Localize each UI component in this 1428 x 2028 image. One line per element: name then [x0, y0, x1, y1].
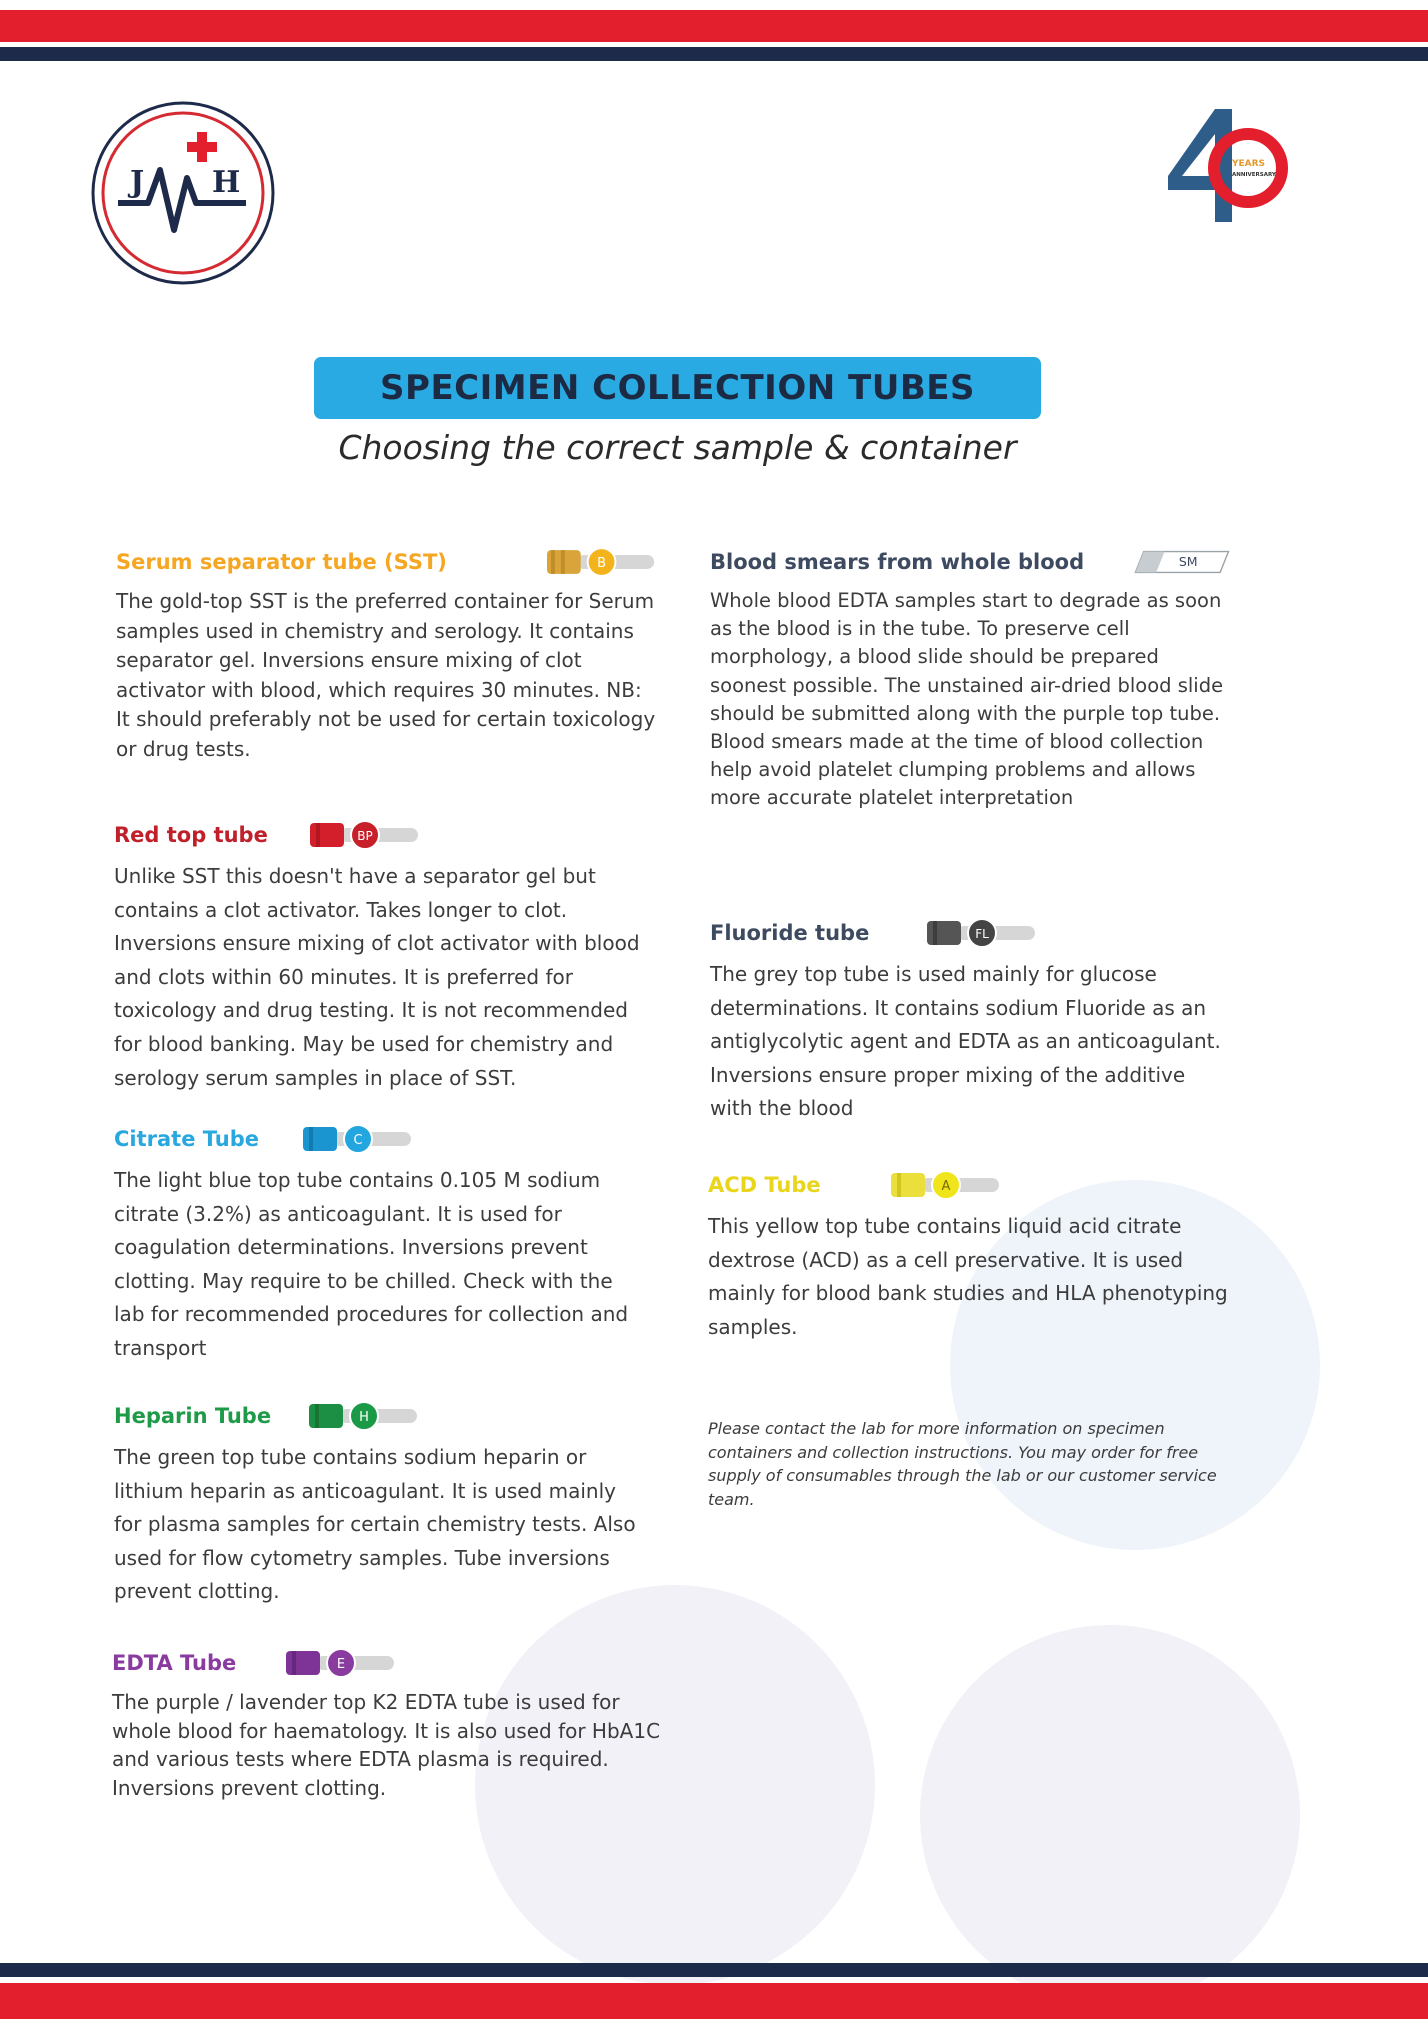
section-body: Whole blood EDTA samples start to degrade as soon as the blood is in the tube. To preserve cell morphology, a blood slide should be prepared soonest possible. The unstained air-dried blood slide should be submitted along with the purple top tube. Blood smears made at the time of blood collection help avoid platelet clumping problems and allows more accurate platelet interpretation	[710, 589, 1224, 810]
top-red-bar	[0, 10, 1428, 42]
tube-code: E	[337, 1657, 346, 1672]
section-body: Unlike SST this doesn't have a separator gel but contains a clot activator. Takes longer to clot. Inversions ensure mixing of clot activator with blood and clots within 60 minutes. It is preferred for toxicology and drug testing. It is not recommended for blood banking. May be used for chemistry and serology serum samples in place of SST.	[114, 864, 640, 1090]
section-body: The purple / lavender top K2 EDTA tube is used for whole blood for haematology. It is also used for HbA1C and various tests where EDTA plasma is required. Inversions prevent clotting.	[112, 1690, 661, 1800]
decor-circle	[920, 1625, 1300, 2005]
tube-code: BP	[357, 829, 373, 843]
section-body: The green top tube contains sodium heparin or lithium heparin as anticoagulant. It is used mainly for plasma samples for certain chemistry tests. Also used for flow cytometry samples. Tube inversions prevent clotting.	[114, 1445, 636, 1604]
red-top-tube-icon	[310, 820, 420, 850]
fluoride-tube-icon	[927, 918, 1037, 948]
logo-letter-h: H	[212, 165, 241, 200]
slide-icon	[1134, 545, 1230, 579]
section-heparin	[114, 1399, 644, 1609]
section-sst	[116, 545, 656, 764]
logo-years-text: YEARS	[1232, 159, 1266, 169]
contact-note: Please contact the lab for more information on specimen containers and collection instructions. You may order for free supply of consumables through the lab or our customer service team.	[708, 1419, 1217, 1509]
section-red-top	[114, 818, 644, 1095]
heparin-tube-icon	[309, 1401, 419, 1431]
slide-code: SM	[1178, 554, 1198, 570]
tube-code: B	[597, 555, 606, 571]
page-subtitle: Choosing the correct sample & container	[338, 428, 1017, 467]
section-fluoride	[710, 916, 1230, 1126]
bottom-navy-bar	[0, 1963, 1428, 1977]
section-title: Heparin Tube	[114, 1404, 272, 1428]
section-body: The gold-top SST is the preferred container for Serum samples used in chemistry and serology. It contains separator gel. Inversions ensure mixing of clot activator with blood, which requires 30 minutes. NB: It should preferably not be used for certain toxicology or drug tests.	[116, 589, 656, 761]
edta-tube-icon	[286, 1648, 396, 1678]
section-body: The grey top tube is used mainly for glucose determinations. It contains sodium Fluoride as an antiglycolytic agent and EDTA as an anticoagulant. Inversions ensure proper mixing of the additive with the blood	[710, 962, 1221, 1121]
section-body: The light blue top tube contains 0.105 M sodium citrate (3.2%) as anticoagulant. It is used for coagulation determinations. Inversions prevent clotting. May require to be chilled. Check with the lab for recommended procedures for collection and transport	[114, 1168, 629, 1360]
section-acd	[708, 1168, 1228, 1344]
acd-tube-icon	[891, 1170, 1001, 1200]
logo-letter-j: J	[130, 165, 145, 200]
anniversary-logo-icon	[1160, 104, 1290, 234]
section-title: Blood smears from whole blood	[710, 550, 1085, 574]
tube-code: FL	[975, 927, 990, 941]
section-body: This yellow top tube contains liquid acid citrate dextrose (ACD) as a cell preservative. It is used mainly for blood bank studies and HLA phenotyping samples.	[708, 1214, 1228, 1339]
section-title: ACD Tube	[708, 1173, 821, 1197]
section-title: Red top tube	[114, 823, 268, 847]
section-edta	[112, 1646, 672, 1802]
bottom-red-bar	[0, 1983, 1428, 2019]
tube-code: C	[353, 1133, 363, 1148]
section-title: Citrate Tube	[114, 1127, 260, 1151]
hospital-logo-icon	[90, 100, 276, 286]
section-blood-smears	[710, 545, 1230, 813]
section-title: Serum separator tube (SST)	[116, 550, 447, 574]
section-title: Fluoride tube	[710, 921, 870, 945]
tube-code: A	[941, 1179, 951, 1194]
logo-anniversary-text: ANNIVERSARY	[1232, 172, 1276, 178]
section-citrate	[114, 1122, 644, 1366]
page-title: SPECIMEN COLLECTION TUBES	[314, 357, 1041, 419]
citrate-tube-icon	[303, 1124, 413, 1154]
tube-code: H	[359, 1410, 369, 1425]
section-title: EDTA Tube	[112, 1651, 237, 1675]
sst-tube-icon	[547, 547, 656, 577]
top-navy-bar	[0, 47, 1428, 61]
